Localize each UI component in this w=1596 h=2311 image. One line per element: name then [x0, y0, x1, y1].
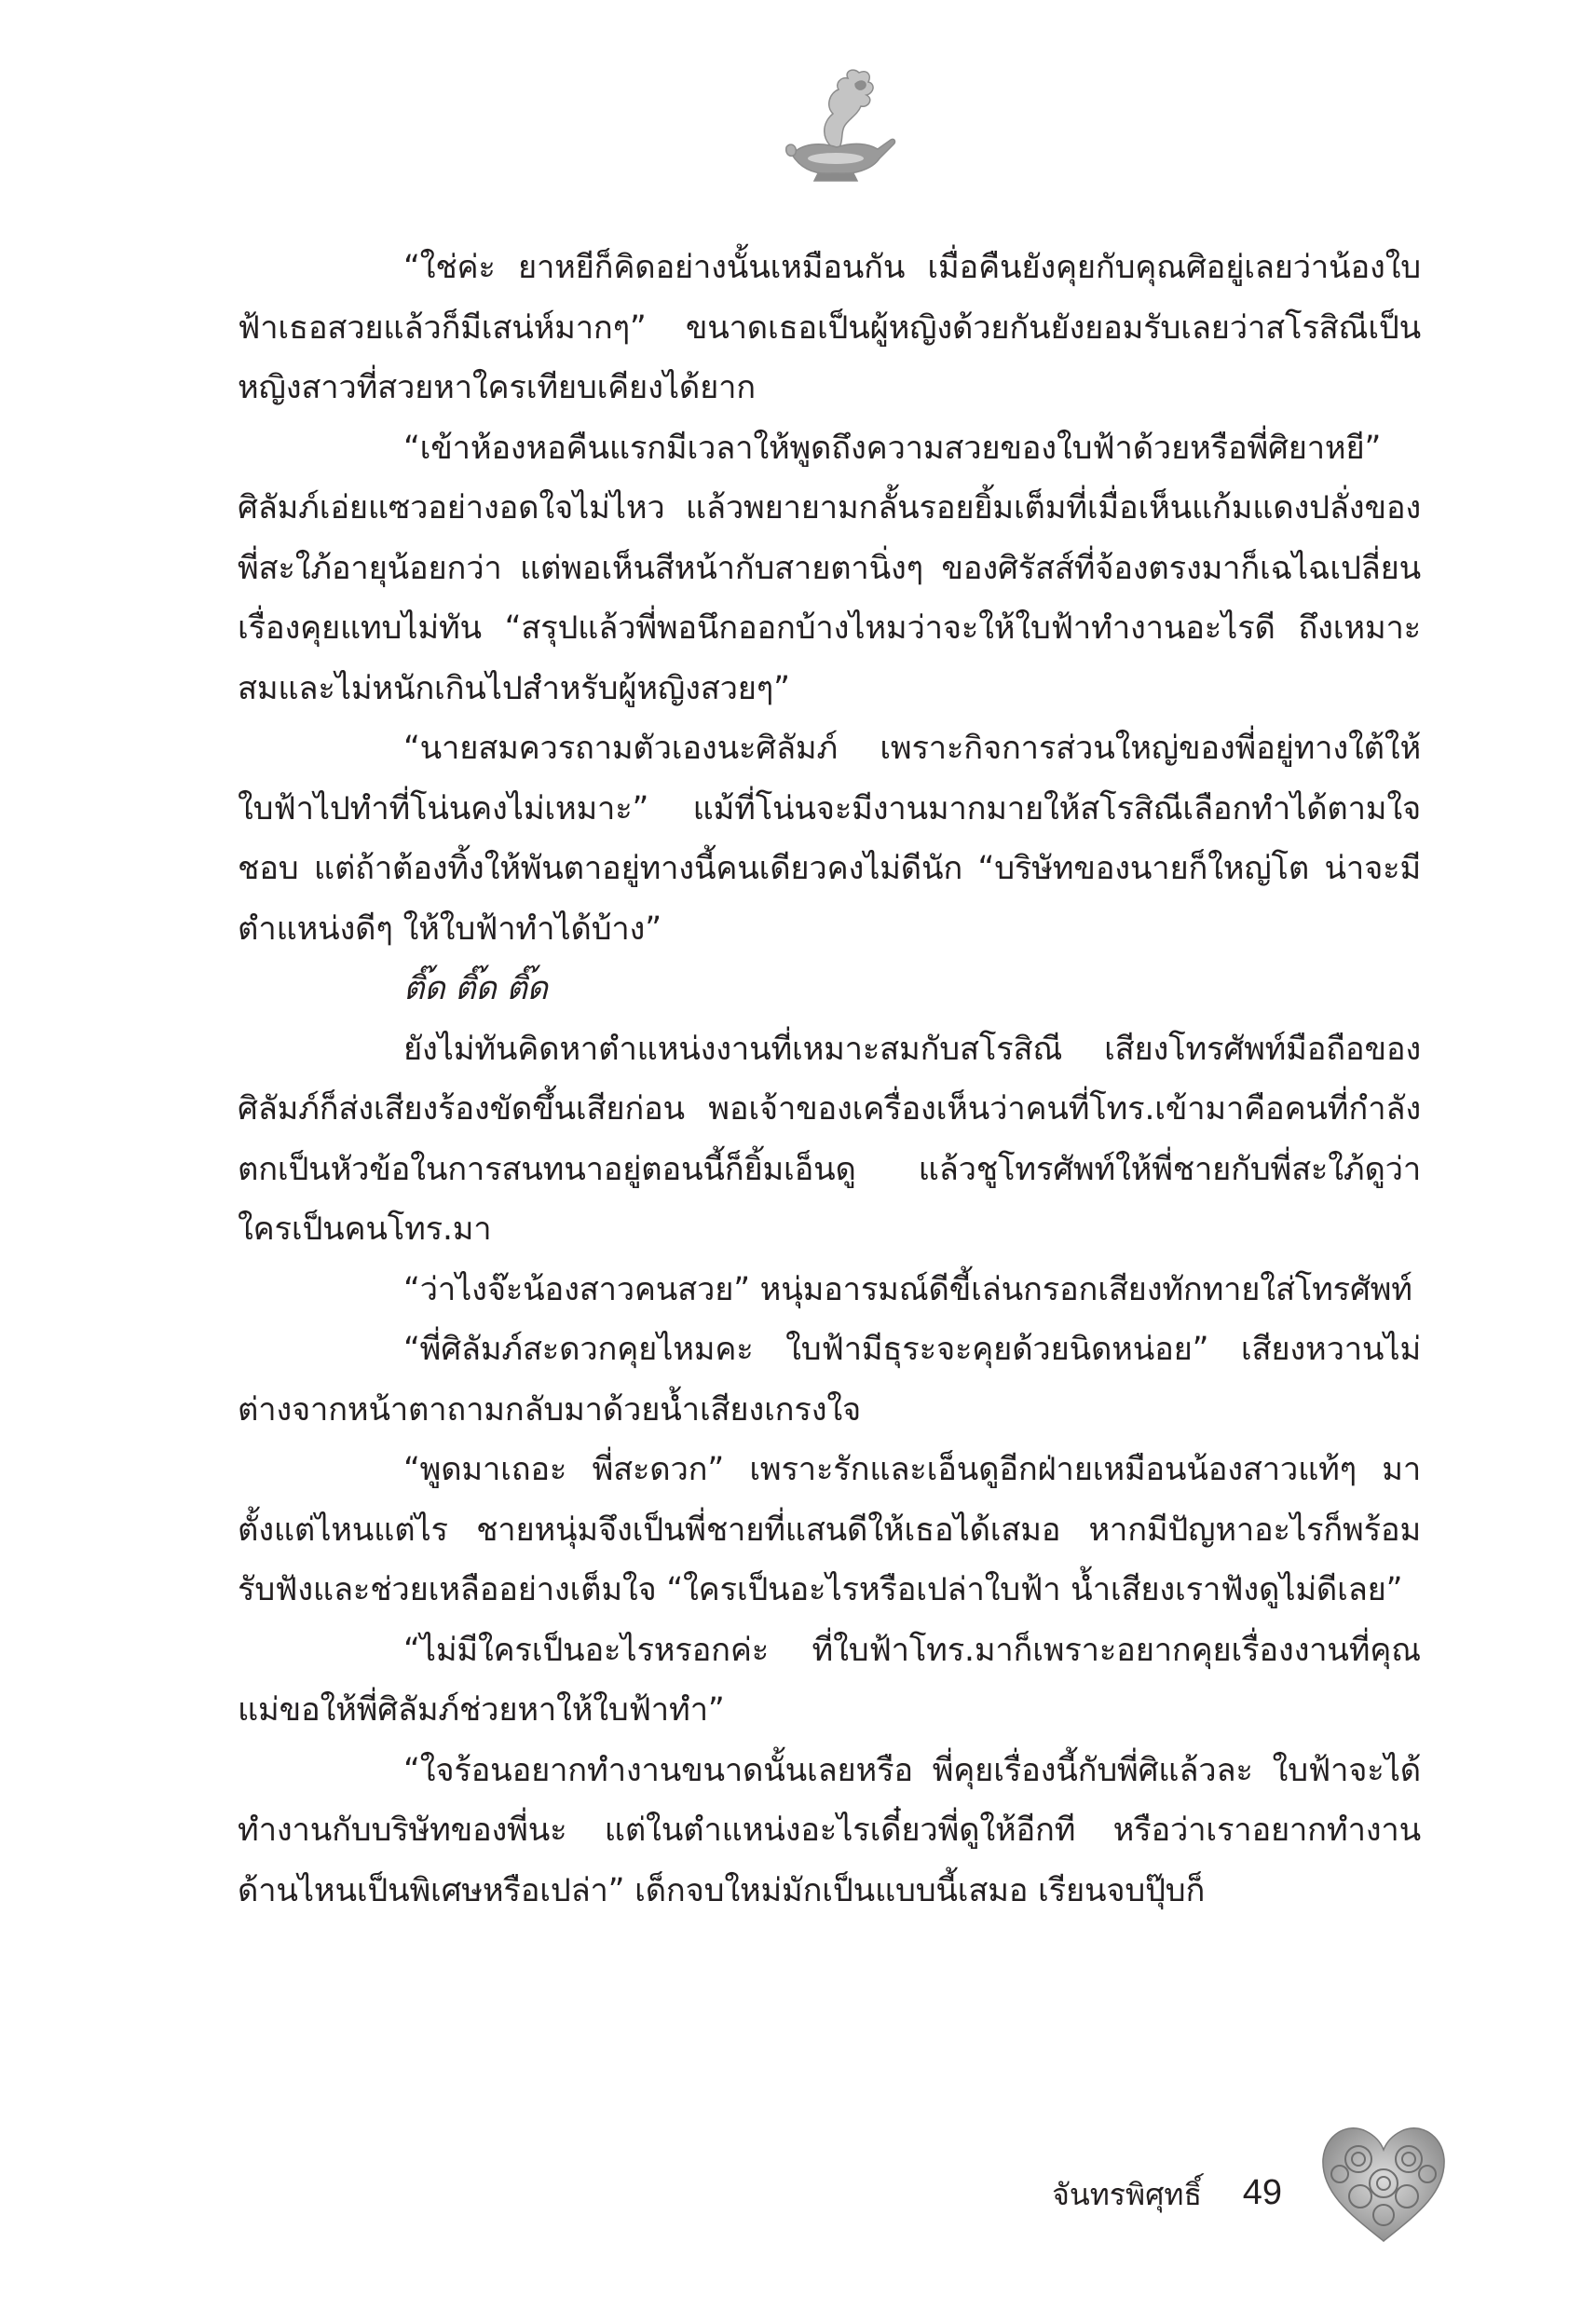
paragraph: “เข้าห้องหอคืนแรกมีเวลาให้พูดถึงความสวยของใบฟ้าด้วยหรือพี่ศิยาหยี” ศิลัมภ์เอ่ยแซวอย่างอดใจไม่ไหว แล้วพยายามกลั้นรอยยิ้มเต็มที่เมื่อเห็นแก้มแดงปลั่งของพี่สะใภ้อายุน้อยกว่า แต่พอเห็นสีหน้ากับสายตานิ่งๆ ของศิรัสส์ที่จ้องตรงมาก็เฉไฉเปลี่ยนเรื่องคุยแทบไม่ทัน “สรุปแล้วพี่พอนึกออกบ้างไหมว่าจะให้ใบฟ้าทำงานอะไรดี ถึงเหมาะสมและไม่หนักเกินไปสำหรับผู้หญิงสวยๆ” — [238, 429, 1421, 707]
paragraph: “นายสมควรถามตัวเองนะศิลัมภ์ เพราะกิจการส่วนใหญ่ของพี่อยู่ทางใต้ให้ใบฟ้าไปทำที่โน่นคงไม่เหมาะ” แม้ที่โน่นจะมีงานมากมายให้สโรสิณีเลือกทำได้ตามใจชอบ แต่ถ้าต้องทิ้งให้พันตาอยู่ทางนี้คนเดียวคงไม่ดีนัก “บริษัทของนายก็ใหญ่โต น่าจะมีตำแหน่งดีๆ ให้ใบฟ้าทำได้บ้าง” — [238, 730, 1421, 948]
sound-effect-line: ติ๊ด ติ๊ด ติ๊ด — [403, 970, 548, 1007]
paragraph: “ใจร้อนอยากทำงานขนาดนั้นเลยหรือ พี่คุยเรื่องนี้กับพี่ศิแล้วละ ใบฟ้าจะได้ทำงานกับบริษัทของพี่นะ แต่ในตำแหน่งอะไรเดี๋ยวพี่ดูให้อีกที หรือว่าเราอยากทำงานด้านไหนเป็นพิเศษหรือเปล่า” เด็กจบใหม่มักเป็นแบบนี้เสมอ เรียนจบปุ๊บก็ — [238, 1751, 1421, 1909]
paragraph: “พูดมาเถอะ พี่สะดวก” เพราะรักและเอ็นดูอีกฝ่ายเหมือนน้องสาวแท้ๆ มาตั้งแต่ไหนแต่ไร ชายหนุ่มจึงเป็นพี่ชายที่แสนดีให้เธอได้เสมอ หากมีปัญหาอะไรก็พร้อมรับฟังและช่วยเหลืออย่างเต็มใจ “ใครเป็นอะไรหรือเปล่าใบฟ้า น้ำเสียงเราฟังดูไม่ดีเลย” — [238, 1451, 1421, 1608]
paragraph: “ไม่มีใครเป็นอะไรหรอกค่ะ ที่ใบฟ้าโทร.มาก็เพราะอยากคุยเรื่องงานที่คุณแม่ขอให้พี่ศิลัมภ์ช่วยหาให้ใบฟ้าทำ” — [238, 1631, 1421, 1729]
genie-lamp-icon — [764, 65, 904, 186]
book-title: จันทรพิศุทธิ์ — [1052, 2177, 1202, 2212]
paragraph: “พี่ศิลัมภ์สะดวกคุยไหมคะ ใบฟ้ามีธุระจะคุยด้วยนิดหน่อย” เสียงหวานไม่ต่างจากหน้าตาถามกลับมาด้วยน้ำเสียงเกรงใจ — [238, 1331, 1421, 1429]
page-footer — [932, 2162, 1304, 2236]
page-number: 49 — [1242, 2173, 1282, 2212]
paragraph: “ว่าไงจ๊ะน้องสาวคนสวย” หนุ่มอารมณ์ดีขี้เล่นกรอกเสียงทักทายใส่โทรศัพท์ — [403, 1270, 1412, 1308]
paragraph: “ใช่ค่ะ ยาหยีก็คิดอย่างนั้นเหมือนกัน เมื่อคืนยังคุยกับคุณศิอยู่เลยว่าน้องใบฟ้าเธอสวยแล้วก็มีเสน่ห์มากๆ” ขนาดเธอเป็นผู้หญิงด้วยกันยังยอมรับเลยว่าสโรสิณีเป็นหญิงสาวที่สวยหาใครเทียบเคียงได้ยาก — [238, 249, 1421, 406]
rose-heart-icon — [1314, 2111, 1453, 2250]
body-text — [238, 238, 1421, 1921]
paragraph: ยังไม่ทันคิดหาตำแหน่งงานที่เหมาะสมกับสโรสิณี เสียงโทรศัพท์มือถือของศิลัมภ์ก็ส่งเสียงร้องขัดขึ้นเสียก่อน พอเจ้าของเครื่องเห็นว่าคนที่โทร.เข้ามาคือคนที่กำลังตกเป็นหัวข้อในการสนทนาอยู่ตอนนี้ก็ยิ้มเอ็นดู แล้วชูโทรศัพท์ให้พี่ชายกับพี่สะใภ้ดูว่าใครเป็นคนโทร.มา — [238, 1030, 1421, 1248]
